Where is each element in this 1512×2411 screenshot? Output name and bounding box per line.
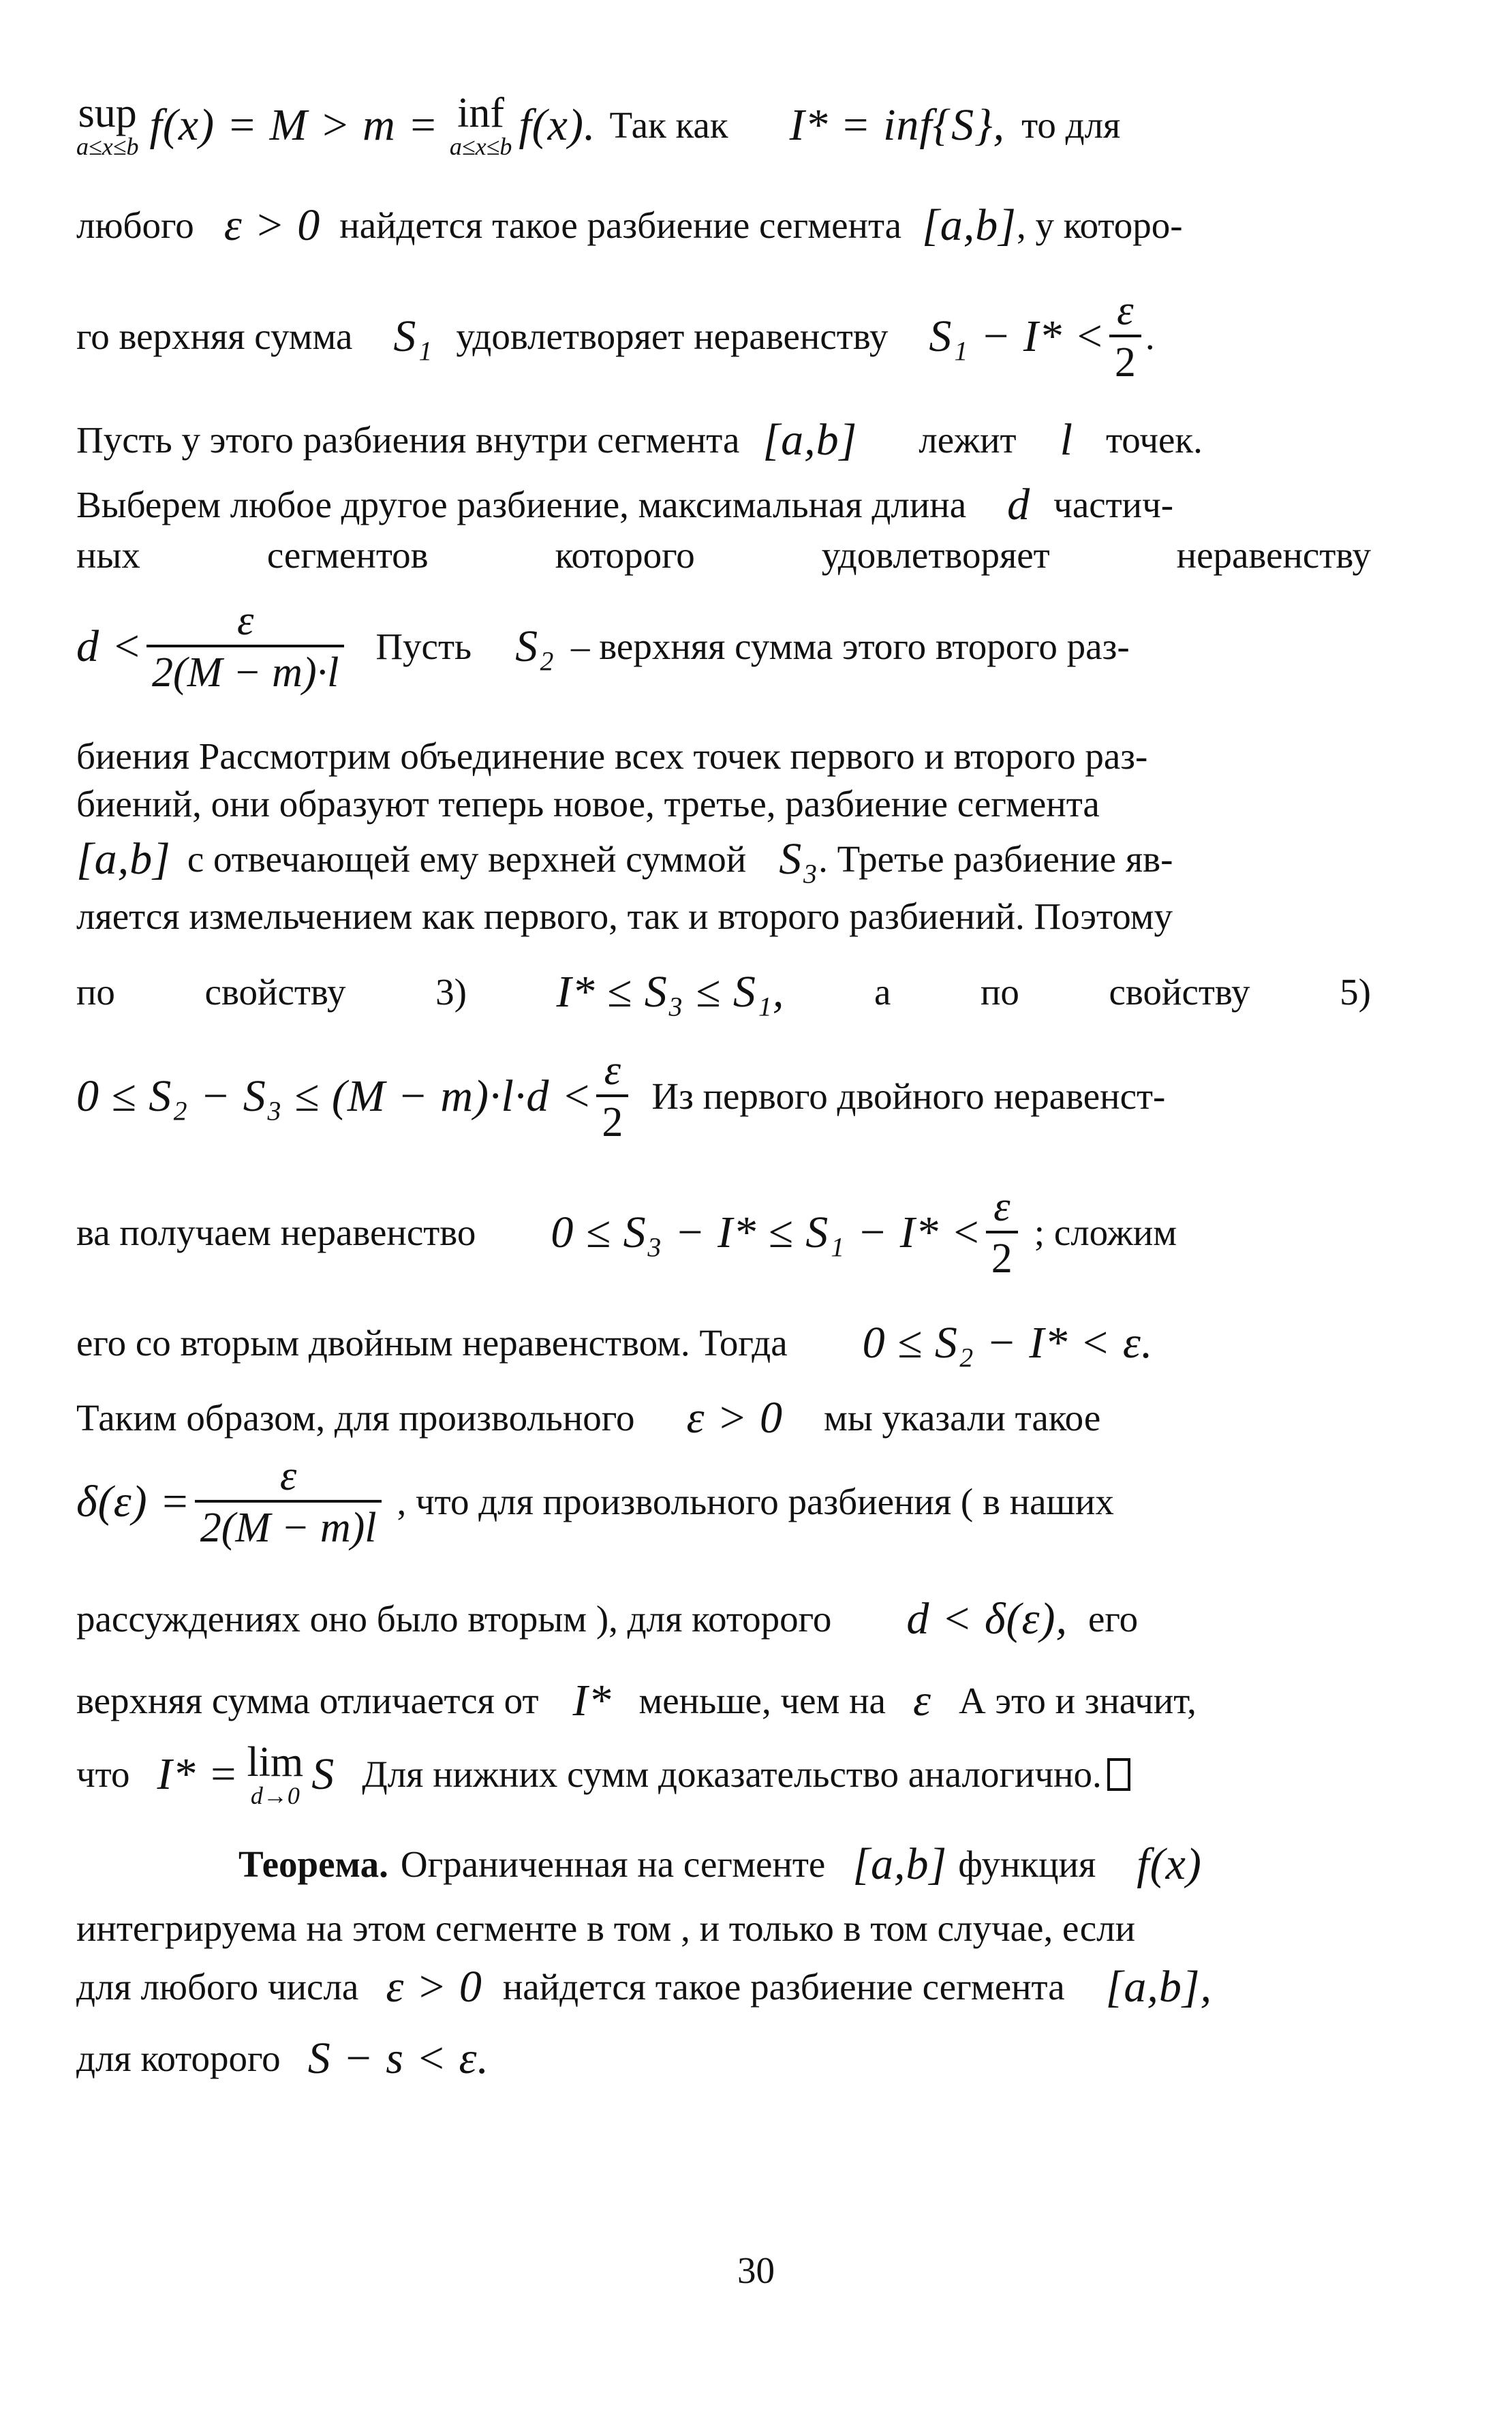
text-run: Таким образом, для произвольного bbox=[76, 1397, 635, 1439]
text-line-17 bbox=[76, 1455, 1371, 1549]
formula: ε > 0 bbox=[686, 1393, 784, 1443]
page-number: 30 bbox=[737, 2249, 775, 2291]
text-run: биений, они образуют теперь новое, третье, разбиение сегмента bbox=[76, 783, 1100, 825]
formula: [a,b], bbox=[1105, 1962, 1213, 2012]
text-run: мы указали такое bbox=[824, 1397, 1101, 1439]
lim-label: lim bbox=[247, 1739, 304, 1785]
text-run: для любого числа bbox=[76, 1966, 359, 2008]
text-run: , у которо- bbox=[1016, 204, 1183, 247]
formula: 0 ≤ S₂ − I* < ε. bbox=[862, 1318, 1154, 1368]
formula: I* = inf{S}, bbox=[789, 99, 1006, 150]
text-run: рассуждениях оно было вторым ), для которого bbox=[76, 1598, 832, 1640]
text-line-2 bbox=[76, 201, 1371, 251]
text-run: найдется такое разбиение сегмента bbox=[339, 204, 902, 247]
word: неравенству bbox=[1176, 534, 1371, 576]
word: а bbox=[874, 971, 891, 1013]
formula: S bbox=[311, 1749, 335, 1799]
formula: ε bbox=[912, 1676, 931, 1725]
text-run: Ограниченная на сегменте bbox=[400, 1843, 826, 1886]
text-line-1 bbox=[76, 92, 1371, 159]
formula: [a,b] bbox=[762, 415, 858, 465]
numerator: ε bbox=[279, 1453, 297, 1499]
word: 3) bbox=[435, 971, 467, 1013]
text-run: для которого bbox=[76, 2038, 281, 2080]
text-run: интегрируема на этом сегменте в том , и только в том случае, если bbox=[76, 1907, 1136, 1949]
numerator: ε bbox=[1117, 288, 1134, 334]
text-run: то для bbox=[1021, 104, 1121, 146]
text-line-21 bbox=[238, 1840, 1371, 1890]
formula: d bbox=[1007, 480, 1031, 529]
formula: [a,b] bbox=[922, 200, 1017, 250]
inf-subscript: a≤x≤b bbox=[449, 133, 512, 160]
text-run: ляется измельчением как первого, так и второго разбиений. Поэтому bbox=[76, 895, 1173, 937]
text-run: удовлетворяет неравенству bbox=[456, 315, 889, 357]
denominator: 2 bbox=[1109, 335, 1141, 384]
text-line-11 bbox=[76, 896, 1371, 938]
text-run: его со вторым двойным неравенством. Тогда bbox=[76, 1322, 788, 1364]
numerator: ε bbox=[993, 1184, 1010, 1230]
text-run: с отвечающей ему верхней суммой bbox=[187, 838, 747, 880]
text-run: Для нижних сумм доказательство аналогично. bbox=[362, 1753, 1102, 1795]
word: которого bbox=[555, 534, 695, 576]
text-line-7 bbox=[76, 600, 1371, 694]
sup-subscript: a≤x≤b bbox=[76, 133, 139, 160]
text-run: его bbox=[1088, 1598, 1139, 1640]
text-run: что bbox=[76, 1753, 130, 1795]
text-line-3 bbox=[76, 290, 1371, 384]
text-line-14 bbox=[76, 1186, 1371, 1280]
text-run: любого bbox=[76, 204, 194, 247]
text-line-8 bbox=[76, 736, 1371, 778]
text-line-4 bbox=[76, 416, 1371, 465]
text-line-10 bbox=[76, 835, 1371, 885]
fraction bbox=[596, 1047, 628, 1146]
formula: I* = bbox=[157, 1749, 239, 1799]
numerator: ε bbox=[236, 598, 254, 644]
formula: f(x). bbox=[519, 99, 596, 150]
text-run: , что для произвольного разбиения ( в наших bbox=[397, 1480, 1114, 1522]
word: по bbox=[980, 971, 1019, 1013]
formula: d < δ(ε), bbox=[906, 1594, 1068, 1644]
numerator: ε bbox=[604, 1047, 621, 1094]
text-run: Пусть bbox=[375, 625, 472, 667]
text-run: Так как bbox=[609, 104, 728, 146]
text-line-9 bbox=[76, 784, 1371, 825]
formula: f(x) = M > m = bbox=[149, 99, 439, 150]
formula: I* ≤ S₃ ≤ S₁, bbox=[556, 967, 785, 1017]
text-run: меньше, чем на bbox=[638, 1680, 886, 1722]
fraction bbox=[1109, 290, 1141, 384]
text-line-13 bbox=[76, 1047, 1371, 1146]
text-run: функция bbox=[958, 1843, 1096, 1886]
text-run: . bbox=[1145, 315, 1155, 357]
text-line-18 bbox=[76, 1595, 1371, 1644]
inf-operator bbox=[450, 92, 512, 159]
denominator: 2(M − m)·l bbox=[146, 645, 344, 694]
denominator: 2(M − m)l bbox=[195, 1500, 382, 1549]
formula: δ(ε) = bbox=[76, 1476, 191, 1526]
fraction bbox=[146, 600, 344, 694]
end-of-proof-icon bbox=[1107, 1758, 1130, 1791]
word: удовлетворяет bbox=[821, 534, 1050, 576]
theorem-label: Теорема. bbox=[238, 1843, 388, 1886]
text-run: . Третье разбиение яв- bbox=[818, 838, 1173, 880]
text-run: Из первого двойного неравенст- bbox=[651, 1075, 1166, 1117]
denominator: 2 bbox=[596, 1094, 628, 1143]
text-run: биения Рассмотрим объединение всех точек первого и второго раз- bbox=[76, 735, 1148, 777]
formula: 0 ≤ S₃ − I* ≤ S₁ − I* < bbox=[551, 1207, 982, 1257]
text-run: ва получаем неравенство bbox=[76, 1211, 476, 1253]
text-run: Выберем любое другое разбиение, максимальная длина bbox=[76, 484, 967, 526]
formula: S₁ bbox=[393, 311, 433, 361]
formula: 0 ≤ S₂ − S₃ ≤ (M − m)·l·d < bbox=[76, 1071, 593, 1121]
fraction bbox=[195, 1455, 382, 1549]
text-line-23 bbox=[76, 1963, 1371, 2012]
formula: [a,b] bbox=[76, 834, 171, 884]
text-line-16 bbox=[76, 1394, 1371, 1443]
word: свойству bbox=[1109, 971, 1250, 1013]
text-run: ; сложим bbox=[1034, 1211, 1177, 1253]
text-run: А это и значит, bbox=[958, 1680, 1197, 1722]
formula: S − s < ε. bbox=[307, 2033, 489, 2083]
formula: [a,b] bbox=[852, 1839, 948, 1889]
text-line-22 bbox=[76, 1908, 1371, 1950]
text-run: точек. bbox=[1105, 419, 1203, 461]
text-line-19 bbox=[76, 1676, 1371, 1726]
formula: f(x) bbox=[1137, 1839, 1202, 1889]
text-run: найдется такое разбиение сегмента bbox=[502, 1966, 1065, 2008]
text-line-15 bbox=[76, 1319, 1371, 1368]
word: ных bbox=[76, 534, 140, 576]
inf-label: inf bbox=[457, 90, 505, 136]
sup-label: sup bbox=[78, 90, 137, 136]
fraction bbox=[986, 1186, 1018, 1280]
text-run: верхняя сумма отличается от bbox=[76, 1680, 539, 1722]
text-line-5 bbox=[76, 480, 1371, 530]
sup-operator bbox=[76, 92, 139, 159]
text-run: – верхняя сумма этого второго раз- bbox=[571, 625, 1130, 667]
text-line-24 bbox=[76, 2034, 1371, 2084]
formula: d < bbox=[76, 621, 143, 671]
formula: S₃ bbox=[779, 834, 819, 884]
formula: S₂ bbox=[515, 621, 555, 671]
formula: S₁ − I* < bbox=[929, 311, 1105, 361]
word: по bbox=[76, 971, 115, 1013]
word: сегментов bbox=[266, 534, 429, 576]
word: свойству bbox=[204, 971, 346, 1013]
formula: I* bbox=[572, 1676, 612, 1725]
text-run: лежит bbox=[919, 419, 1017, 461]
lim-subscript: d→0 bbox=[250, 1782, 300, 1809]
formula: ε > 0 bbox=[223, 200, 321, 250]
text-run: частич- bbox=[1053, 484, 1174, 526]
word: 5) bbox=[1340, 971, 1371, 1013]
denominator: 2 bbox=[986, 1231, 1018, 1280]
text-line-20 bbox=[76, 1741, 1371, 1808]
text-run: Пусть у этого разбиения внутри сегмента bbox=[76, 419, 740, 461]
text-line-12 bbox=[76, 968, 1371, 1017]
formula: l bbox=[1060, 415, 1073, 465]
text-run: го верхняя сумма bbox=[76, 315, 353, 357]
text-line-6 bbox=[76, 535, 1371, 577]
limit-operator bbox=[247, 1741, 304, 1808]
formula: ε > 0 bbox=[386, 1962, 482, 2012]
